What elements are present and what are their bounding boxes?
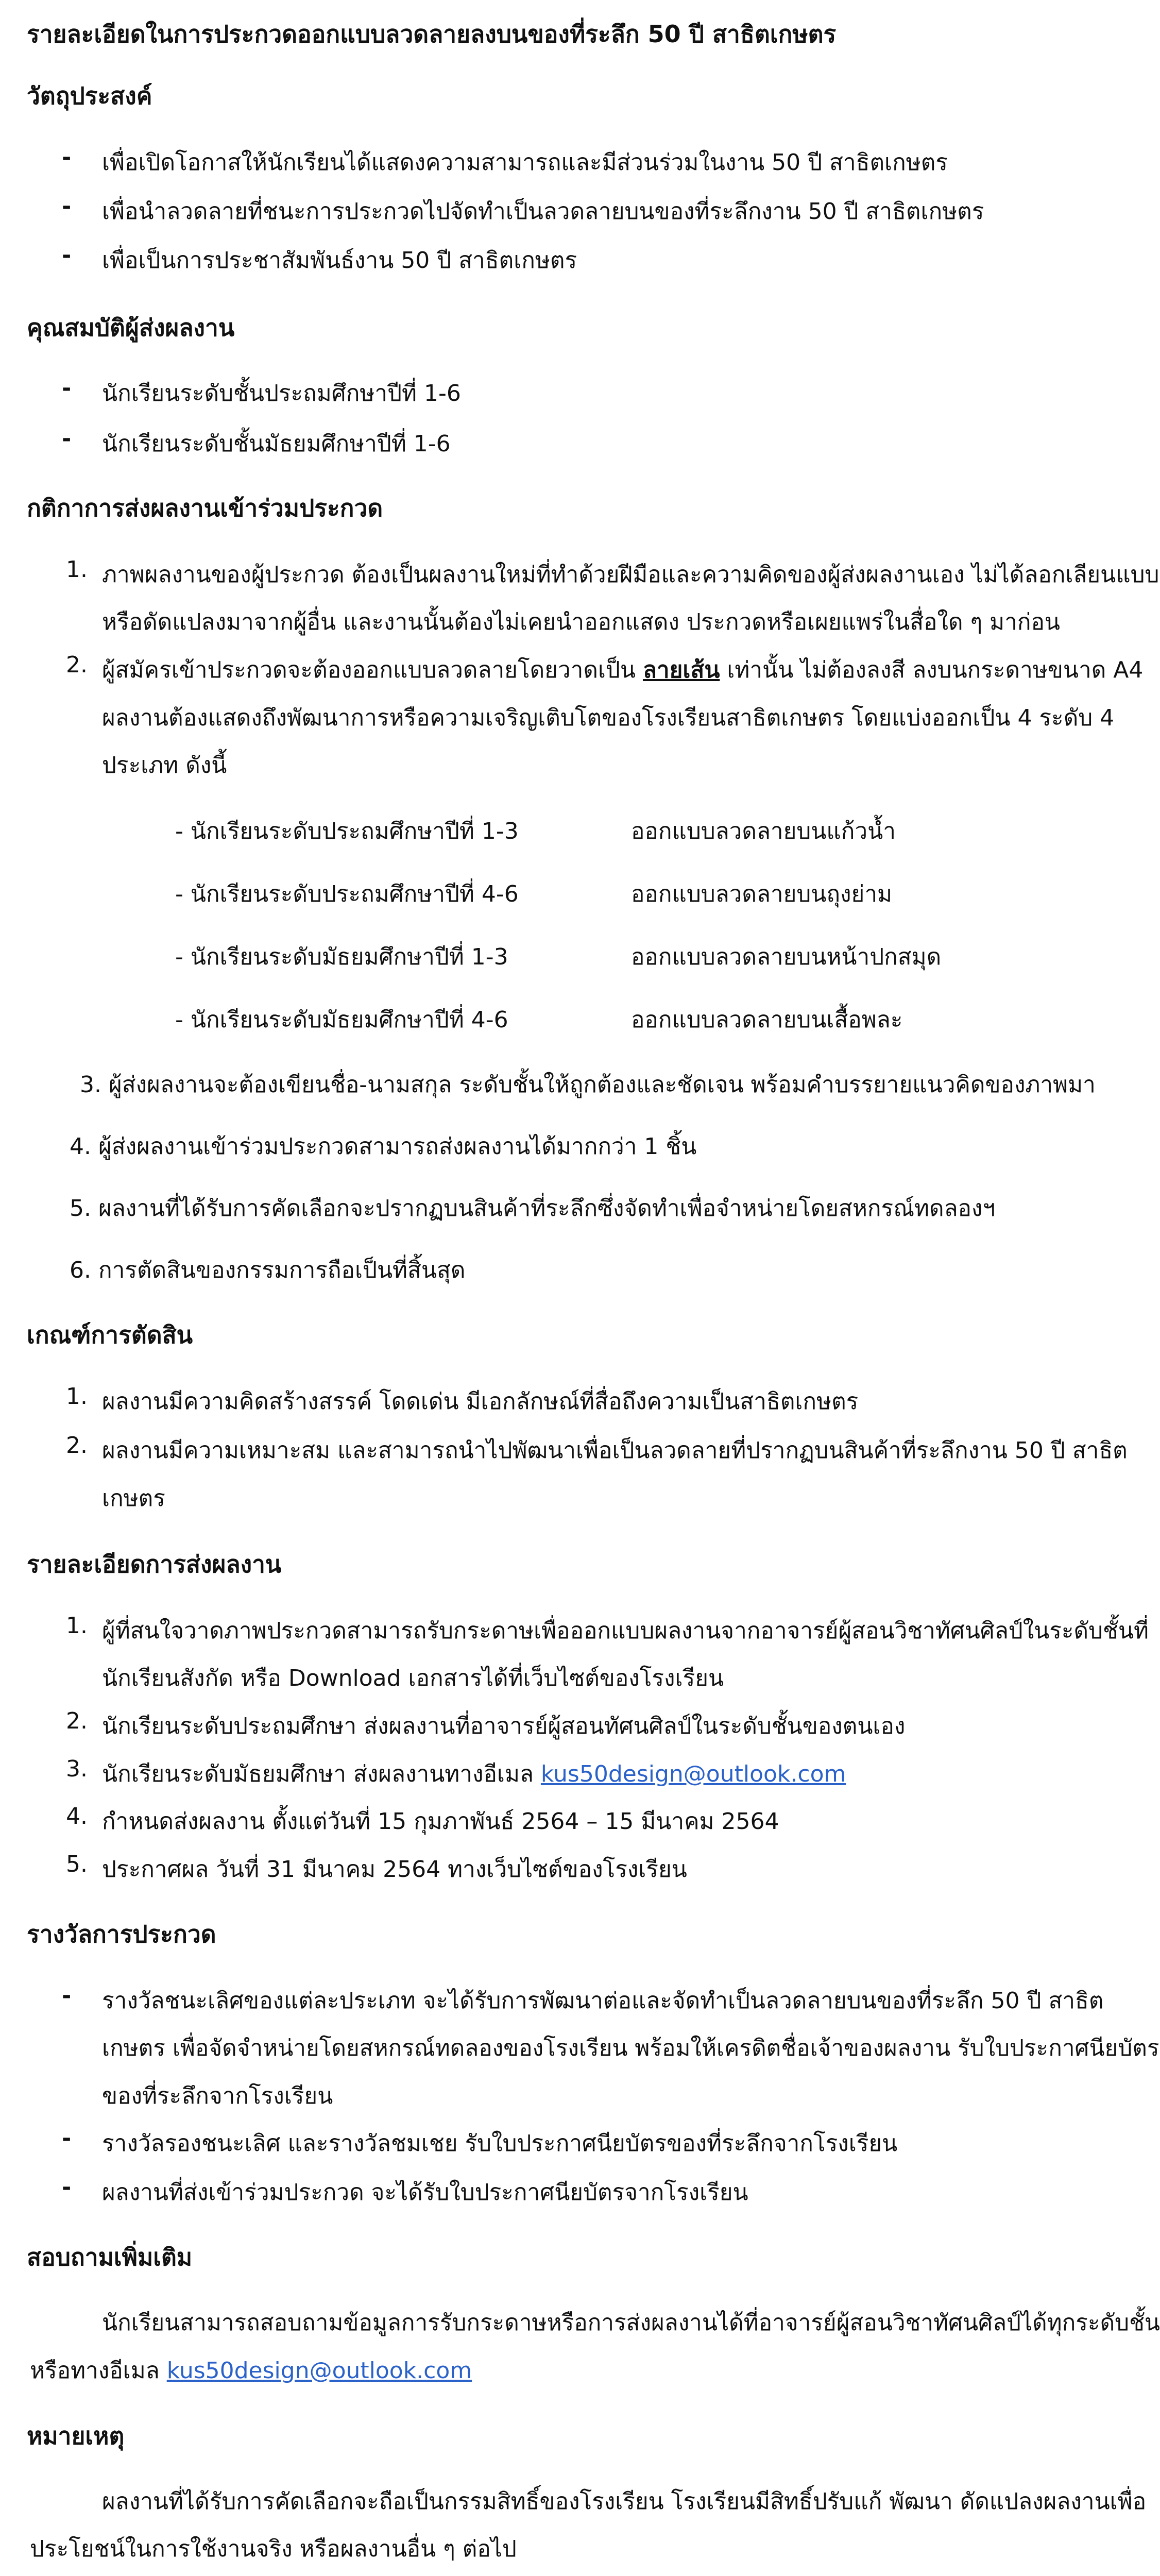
submission-text-part: นักเรียนระดับมัธยมศึกษา ส่งผลงานทางอีเมล xyxy=(102,1761,541,1787)
rule-item xyxy=(0,556,1159,588)
email-link[interactable]: kus50design@outlook.com xyxy=(166,2358,472,2384)
tier-level: - นักเรียนระดับประถมศึกษาปีที่ 1-3 xyxy=(175,818,519,844)
award-text-continued xyxy=(0,2030,1159,2061)
qualifications-heading: คุณสมบัติผู้ส่งผลงาน xyxy=(27,314,235,342)
award-text: ผลงานที่ส่งเข้าร่วมประกวด จะได้รับใบประกาศนียบัตรจากโรงเรียน xyxy=(102,2179,748,2206)
dash-bullet: - xyxy=(62,144,72,171)
contact-paragraph xyxy=(0,2304,1160,2336)
dash-bullet: - xyxy=(62,2125,72,2151)
tier-level: - นักเรียนระดับมัธยมศึกษาปีที่ 4-6 xyxy=(175,1007,508,1033)
criteria-heading: เกณฑ์การตัดสิน xyxy=(27,1321,193,1349)
objectives-heading: วัตถุประสงค์ xyxy=(27,82,152,110)
rule-text-continued xyxy=(0,747,1082,778)
email-link[interactable]: kus50design@outlook.com xyxy=(540,1761,846,1787)
rule-item xyxy=(0,652,1144,683)
submission-text: กำหนดส่งผลงาน ตั้งแต่วันที่ 15 กุมภาพันธ์ 2564 – 15 มีนาคม 2564 xyxy=(102,1808,779,1835)
note-paragraph-continued xyxy=(0,2531,1082,2562)
tier-task: ออกแบบลวดลายบนถุงย่าม xyxy=(631,881,893,907)
tier-level: - นักเรียนระดับประถมศึกษาปีที่ 4-6 xyxy=(175,881,519,907)
dash-bullet: - xyxy=(62,1982,72,2009)
note-text: ผลงานที่ได้รับการคัดเลือกจะถือเป็นกรรมสิทธิ์ของโรงเรียน โรงเรียนมีสิทธิ์ปรับแก้ พัฒนา ดัดแปลงผลงานเพื่อ xyxy=(102,2488,1147,2515)
contact-heading: สอบถามเพิ่มเติม xyxy=(27,2243,193,2271)
awards-heading: รางวัลการประกวด xyxy=(27,1920,216,1948)
submission-number: 4. xyxy=(66,1803,88,1829)
qualification-item xyxy=(0,426,1082,456)
contact-text: นักเรียนสามารถสอบถามข้อมูลการรับกระดาษหรือการส่งผลงานได้ที่อาจารย์ผู้สอนวิชาทัศนศิลป์ได้ทุกระดับชั้น xyxy=(102,2310,1160,2336)
rule-text: ผลงานต้องแสดงถึงพัฒนาการหรือความเจริญเติบโตของโรงเรียนสาธิตเกษตร โดยแบ่งออกเป็น 4 ระดับ 4 xyxy=(102,705,1115,731)
criteria-text: ผลงานมีความคิดสร้างสรรค์ โดดเด่น มีเอกลักษณ์ที่สื่อถึงความเป็นสาธิตเกษตร xyxy=(102,1388,859,1415)
criteria-text-continued xyxy=(0,1480,1082,1511)
submission-item xyxy=(0,1613,1149,1644)
contact-text-part: หรือทางอีเมล xyxy=(30,2358,167,2384)
submission-text xyxy=(102,1756,846,1792)
objective-text: เพื่อนำลวดลายที่ชนะการประกวดไปจัดทำเป็นลวดลายบนของที่ระลึกงาน 50 ปี สาธิตเกษตร xyxy=(102,198,984,225)
award-text: ของที่ระลึกจากโรงเรียน xyxy=(102,2083,333,2109)
note-paragraph xyxy=(0,2483,1147,2515)
criteria-text: ผลงานมีความเหมาะสม และสามารถนำไปพัฒนาเพื่อเป็นลวดลายที่ปรากฏบนสินค้าที่ระลึกงาน 50 ปี สาธิต xyxy=(102,1437,1128,1464)
award-text-continued xyxy=(0,2078,1082,2109)
submission-text: นักเรียนสังกัด หรือ Download เอกสารได้ที่เว็บไซต์ของโรงเรียน xyxy=(102,1665,724,1691)
submission-item xyxy=(0,1756,1082,1787)
objective-item xyxy=(0,144,1082,175)
qualification-item xyxy=(0,375,1082,406)
tier-row xyxy=(0,876,1082,907)
objective-item xyxy=(0,242,1082,273)
objective-text: เพื่อเป็นการประชาสัมพันธ์งาน 50 ปี สาธิตเกษตร xyxy=(102,247,577,274)
award-text: เกษตร เพื่อจัดจำหน่ายโดยสหกรณ์ทดลองของโรงเรียน พร้อมให้เครดิตชื่อเจ้าของผลงาน รับใบประกาศนียบัตร xyxy=(102,2035,1159,2061)
dash-bullet: - xyxy=(62,2174,72,2200)
document-title: รายละเอียดในการประกวดออกแบบลวดลายลงบนของที่ระลึก 50 ปี สาธิตเกษตร xyxy=(27,20,837,48)
rule-text: ภาพผลงานของผู้ประกวด ต้องเป็นผลงานใหม่ที่ทำด้วยฝีมือและความคิดของผู้ส่งผลงานเอง ไม่ได้ลอกเลียนแบบ xyxy=(102,562,1159,588)
line-drawing-emphasis: ลายเส้น xyxy=(642,657,720,683)
criteria-item xyxy=(0,1432,1128,1464)
submission-number: 1. xyxy=(66,1613,88,1639)
tier-task: ออกแบบลวดลายบนหน้าปกสมุด xyxy=(631,944,942,970)
award-item xyxy=(0,2174,1082,2205)
submission-number: 2. xyxy=(66,1708,88,1734)
award-item xyxy=(0,2125,1082,2156)
rule-text xyxy=(102,652,1143,688)
criteria-number: 1. xyxy=(66,1383,88,1410)
objective-text: เพื่อเปิดโอกาสให้นักเรียนได้แสดงความสามารถและมีส่วนร่วมในงาน 50 ปี สาธิตเกษตร xyxy=(102,149,948,176)
tier-task: ออกแบบลวดลายบนแก้วน้ำ xyxy=(631,818,896,844)
award-text: รางวัลชนะเลิศของแต่ละประเภท จะได้รับการพัฒนาต่อและจัดทำเป็นลวดลายบนของที่ระลึก 50 ปี สาธิต xyxy=(102,1988,1104,2014)
rule-number: 1. xyxy=(66,556,88,583)
submission-heading: รายละเอียดการส่งผลงาน xyxy=(27,1550,282,1578)
contact-text xyxy=(30,2352,472,2388)
contact-paragraph-continued xyxy=(0,2352,1082,2383)
dash-bullet: - xyxy=(62,375,72,401)
rules-heading: กติกาการส่งผลงานเข้าร่วมประกวด xyxy=(27,494,383,522)
rule-text-continued xyxy=(0,604,1082,635)
dash-bullet: - xyxy=(62,426,72,452)
submission-text: ผู้ที่สนใจวาดภาพประกวดสามารถรับกระดาษเพื่อออกแบบผลงานจากอาจารย์ผู้สอนวิชาทัศนศิลป์ในระดับชั้นที่ xyxy=(102,1618,1149,1644)
submission-item xyxy=(0,1708,1082,1739)
submission-item xyxy=(0,1851,1082,1882)
submission-number: 5. xyxy=(66,1851,88,1877)
tier-level: - นักเรียนระดับมัธยมศึกษาปีที่ 1-3 xyxy=(175,944,508,970)
rule-item: 5. ผลงานที่ได้รับการคัดเลือกจะปรากฏบนสินค้าที่ระลึกซึ่งจัดทำเพื่อจำหน่ายโดยสหกรณ์ทดลองฯ xyxy=(70,1195,996,1222)
award-text: รางวัลรองชนะเลิศ และรางวัลชมเชย รับใบประกาศนียบัตรของที่ระลึกจากโรงเรียน xyxy=(102,2130,898,2157)
dash-bullet: - xyxy=(62,242,72,268)
award-item xyxy=(0,1982,1104,2014)
criteria-number: 2. xyxy=(66,1432,88,1459)
rule-text-part: เท่านั้น ไม่ต้องลงสี ลงบนกระดาษขนาด A4 xyxy=(720,657,1144,683)
submission-text-continued xyxy=(0,1660,1082,1691)
note-text: ประโยชน์ในการใช้งานจริง หรือผลงานอื่น ๆ ต่อไป xyxy=(30,2536,517,2562)
submission-number: 3. xyxy=(66,1756,88,1782)
criteria-item xyxy=(0,1383,1082,1414)
rule-item: 6. การตัดสินของกรรมการถือเป็นที่สิ้นสุด xyxy=(70,1257,466,1283)
dash-bullet: - xyxy=(62,193,72,219)
criteria-text: เกษตร xyxy=(102,1485,165,1512)
note-heading: หมายเหตุ xyxy=(27,2422,125,2450)
tier-row xyxy=(0,813,1082,844)
rule-text: ประเภท ดังนี้ xyxy=(102,752,227,778)
submission-text: ประกาศผล วันที่ 31 มีนาคม 2564 ทางเว็บไซต์ของโรงเรียน xyxy=(102,1856,687,1883)
rule-item: 3. ผู้ส่งผลงานจะต้องเขียนชื่อ-นามสกุล ระดับชั้นให้ถูกต้องและชัดเจน พร้อมคำบรรยายแนวคิดของภาพมา xyxy=(80,1072,1096,1098)
rule-text-continued xyxy=(0,700,1115,731)
rule-text: หรือดัดแปลงมาจากผู้อื่น และงานนั้นต้องไม่เคยนำออกแสดง ประกวดหรือเผยแพร่ในสื่อใด ๆ มาก่อน xyxy=(102,609,1060,635)
submission-item xyxy=(0,1803,1082,1834)
tier-row xyxy=(0,1002,1082,1032)
rule-text-part: ผู้สมัครเข้าประกวดจะต้องออกแบบลวดลายโดยวาดเป็น xyxy=(102,657,643,683)
rule-number: 2. xyxy=(66,652,88,678)
submission-text: นักเรียนระดับประถมศึกษา ส่งผลงานที่อาจารย์ผู้สอนทัศนศิลป์ในระดับชั้นของตนเอง xyxy=(102,1713,906,1739)
tier-task: ออกแบบลวดลายบนเสื้อพละ xyxy=(631,1007,903,1033)
objective-item xyxy=(0,193,1082,224)
qualification-text: นักเรียนระดับชั้นประถมศึกษาปีที่ 1-6 xyxy=(102,380,461,406)
tier-row xyxy=(0,939,1082,970)
rule-item: 4. ผู้ส่งผลงานเข้าร่วมประกวดสามารถส่งผลงานได้มากกว่า 1 ชิ้น xyxy=(70,1133,697,1160)
qualification-text: นักเรียนระดับชั้นมัธยมศึกษาปีที่ 1-6 xyxy=(102,431,451,457)
